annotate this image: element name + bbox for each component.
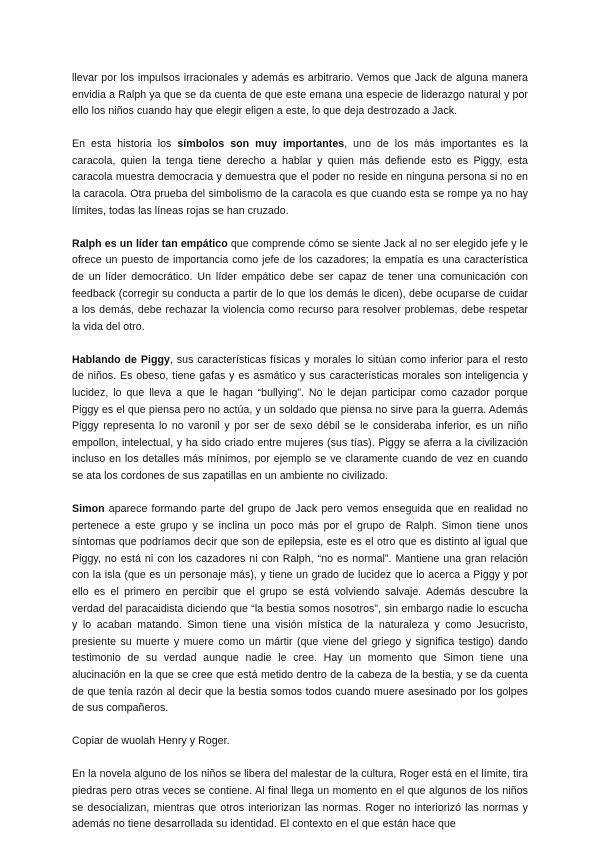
paragraph-symbols [72,136,528,219]
bold-heading-piggy: Hablando de Piggy [72,353,170,366]
paragraph-text: , sus características físicas y morales lo sitúan como inferior para el resto de niños. Es obeso, tiene gafas y es asmático y sus características morales son inteligencia y lucidez, lo que lleva a que le hagan “bullying”. No le dejan participar como cazador porque Piggy es el que piensa pero no actúa, y un soldado que piensa no sirve para la guerra. Además Piggy representa lo no varonil y por ser de sexo débil se le consideraba inferior, es un niño empollon, intelectual, y ha sido criado entre mujeres (sus tías). Piggy se aferra a la civilización incluso en los detalles más mínimos, por ejemplo se ve claramente cuando de vez en cuando se ata los cordones de sus zapatillas en un ambiente no civilizado. [72,353,528,482]
paragraph-text: Copiar de wuolah Henry y Roger. [72,735,230,748]
paragraph-ralph [72,236,528,336]
paragraph-text: aparece formando parte del grupo de Jack pero vemos enseguida que en realidad no pertenece a este grupo y se inclina un poco más por el grupo de Ralph. Simon tiene unos síntomas que podríamos decir que son de epilepsia, este es el otro que es distinto al igual que Piggy, no está ni con los cazadores ni con Ralph, “no es normal”. Mantiene una gran relación con la isla (que es un personaje más), y tiene un grado de lucidez que lo acerca a Piggy y por ello es el primero en percibir que el grupo se está volviendo salvaje. Además descubre la verdad del paracaidista diciendo que “la bestia somos nosotros”, sin embargo nadie lo escucha y lo acaban matando. Simon tiene una visión mística de la naturaleza y como Jesucristo, presiente su muerte y muere como un mártir (que viene del griego y significa testigo) dando testimonio de su verdad aunque nadie le cree. Hay un momento que Simon tiene una alucinación en la que se cree que está metido dentro de la cabeza de la bestia, y se da cuenta de que tenía razón al decir que la bestia somos todos cuando muere asesinado por los golpes de sus compañeros. [72,503,528,715]
paragraph-intro-text: En esta historia los [72,138,178,151]
paragraph-simon [72,501,528,717]
paragraph-text: En la novela alguno de los niños se libera del malestar de la cultura, Roger está en el límite, tira piedras pero otras veces se contiene. Al final llega un momento en el que algunos de los niños se desocializan, mientras que otros interiorizan las normas. Roger no interiorizó las normas y además no tiene desarrollada su identidad. El contexto en el que están hace que [72,768,528,831]
paragraph-text: llevar por los impulsos irracionales y además es arbitrario. Vemos que Jack de alguna manera envidia a Ralph ya que se da cuenta de que este emana una especie de liderazgo natural y por ello los niños cuando hay que elegir eligen a este, lo que deja destrozado a Jack. [72,72,528,118]
paragraph-copy-note [72,733,528,750]
paragraph-jack-envy [72,70,528,120]
paragraph-roger [72,766,528,832]
bold-heading-ralph: Ralph es un líder tan empático [72,237,228,250]
paragraph-text: que comprende cómo se siente Jack al no ser elegido jefe y le ofrece un puesto de importancia como jefe de los cazadores; la empatía es una característica de un líder democrático. Un líder empático debe ser capaz de tener una comunicación con feedback (corregir su conducta a partir de lo que los demás le dicen), debe ocuparse de cuidar a los demás, debe rechazar la violencia como recurso para resolver problemas, debe respetar la vida del otro. [72,237,529,333]
paragraph-text: , uno de los más importantes es la caracola, quien la tenga tiene derecho a hablar y quien más defiende esto es Piggy, esta caracola muestra democracia y demuestra que el poder no reside en ninguna persona si no en la caracola. Otra prueba del simbolismo de la caracola es que cuando esta se rompe ya no hay límites, todas las líneas rojas se han cruzado. [72,138,529,217]
bold-heading-symbols: símbolos son muy importantes [177,138,345,151]
bold-heading-simon: Simon [72,503,105,516]
paragraph-piggy [72,352,528,485]
